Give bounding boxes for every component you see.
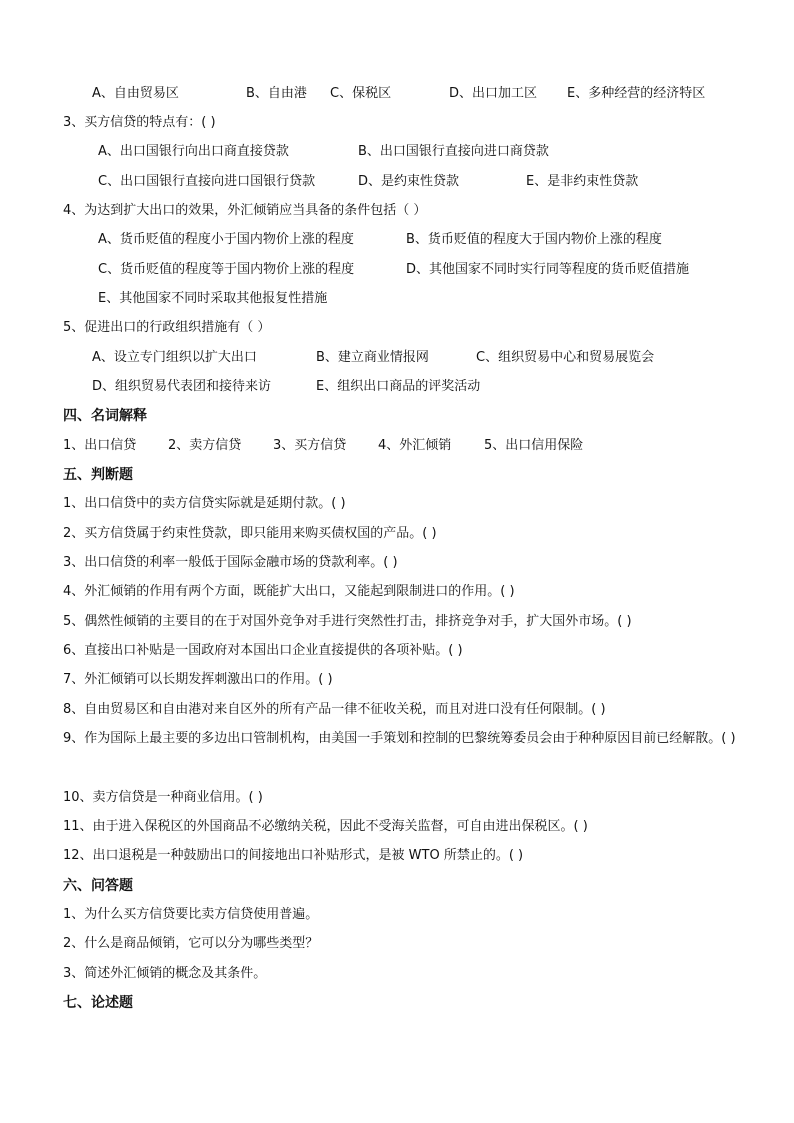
judge-item-7: 7、外汇倾销可以长期发挥刺激出口的作用。( )	[63, 672, 333, 687]
judge-item-8: 8、自由贸易区和自由港对来自区外的所有产品一律不征收关税，而且对进口没有任何限制。( )	[63, 702, 606, 717]
section-6-title: 六、问答题	[63, 878, 133, 894]
judge-item-11: 11、由于进入保税区的外国商品不必缴纳关税，因此不受海关监督，可自由进出保税区。( )	[63, 819, 588, 834]
term-2: 2、卖方信贷	[168, 438, 242, 453]
q3-option-a: A、出口国银行向出口商直接贷款	[98, 144, 289, 159]
q2-option-b: B、自由港	[246, 86, 307, 101]
q3-option-e: E、是非约束性贷款	[526, 174, 639, 189]
term-3: 3、买方信贷	[273, 438, 347, 453]
judge-item-3: 3、出口信贷的利率一般低于国际金融市场的贷款利率。( )	[63, 555, 398, 570]
term-4: 4、外汇倾销	[378, 438, 452, 453]
q4-option-e: E、其他国家不同时采取其他报复性措施	[98, 291, 328, 306]
term-5: 5、出口信用保险	[484, 438, 584, 453]
q3-option-d: D、是约束性贷款	[358, 174, 460, 189]
section-7-title: 七、论述题	[63, 995, 133, 1011]
q5-option-b: B、建立商业情报网	[316, 350, 429, 365]
judge-item-5: 5、偶然性倾销的主要目的在于对国外竞争对手进行突然性打击，排挤竞争对手，扩大国外市场。( )	[63, 614, 632, 629]
q3-option-b: B、出口国银行直接向进口商贷款	[358, 144, 549, 159]
qa-item-1: 1、为什么买方信贷要比卖方信贷使用普遍。	[63, 907, 319, 922]
q2-option-c: C、保税区	[330, 86, 392, 101]
qa-item-2: 2、什么是商品倾销，它可以分为哪些类型？	[63, 936, 319, 951]
section-4-title: 四、名词解释	[63, 408, 147, 424]
q4-option-d: D、其他国家不同时实行同等程度的货币贬值措施	[406, 262, 690, 277]
judge-item-1: 1、出口信贷中的卖方信贷实际就是延期付款。( )	[63, 496, 346, 511]
term-1: 1、出口信贷	[63, 438, 137, 453]
q5-option-d: D、组织贸易代表团和接待来访	[92, 379, 272, 394]
judge-item-4: 4、外汇倾销的作用有两个方面，既能扩大出口，又能起到限制进口的作用。( )	[63, 584, 515, 599]
judge-item-9: 9、作为国际上最主要的多边出口管制机构，由美国一手策划和控制的巴黎统筹委员会由于种种原因目前已经解散。( )	[63, 731, 736, 746]
judge-item-12: 12、出口退税是一种鼓励出口的间接地出口补贴形式，是被 WTO 所禁止的。( )	[63, 848, 524, 863]
q5-option-e: E、组织出口商品的评奖活动	[316, 379, 481, 394]
q3-option-c: C、出口国银行直接向进口国银行贷款	[98, 174, 316, 189]
q2-option-d: D、出口加工区	[449, 86, 538, 101]
judge-item-10: 10、卖方信贷是一种商业信用。( )	[63, 790, 263, 805]
q2-option-e: E、多种经营的经济特区	[567, 86, 706, 101]
q4-option-a: A、货币贬值的程度小于国内物价上涨的程度	[98, 232, 354, 247]
q5-option-c: C、组织贸易中心和贸易展览会	[476, 350, 655, 365]
qa-item-3: 3、简述外汇倾销的概念及其条件。	[63, 966, 267, 981]
section-5-title: 五、判断题	[63, 467, 133, 483]
judge-item-2: 2、买方信贷属于约束性贷款，即只能用来购买债权国的产品。( )	[63, 526, 437, 541]
q5-option-a: A、设立专门组织以扩大出口	[92, 350, 257, 365]
q4-option-c: C、货币贬值的程度等于国内物价上涨的程度	[98, 262, 355, 277]
q2-option-a: A、自由贸易区	[92, 86, 179, 101]
q4-option-b: B、货币贬值的程度大于国内物价上涨的程度	[406, 232, 662, 247]
q5-stem: 5、促进出口的行政组织措施有（ ）	[63, 320, 271, 335]
judge-item-6: 6、直接出口补贴是一国政府对本国出口企业直接提供的各项补贴。( )	[63, 643, 463, 658]
q4-stem: 4、为达到扩大出口的效果，外汇倾销应当具备的条件包括（ ）	[63, 203, 427, 218]
q3-stem: 3、买方信贷的特点有：( )	[63, 115, 216, 130]
